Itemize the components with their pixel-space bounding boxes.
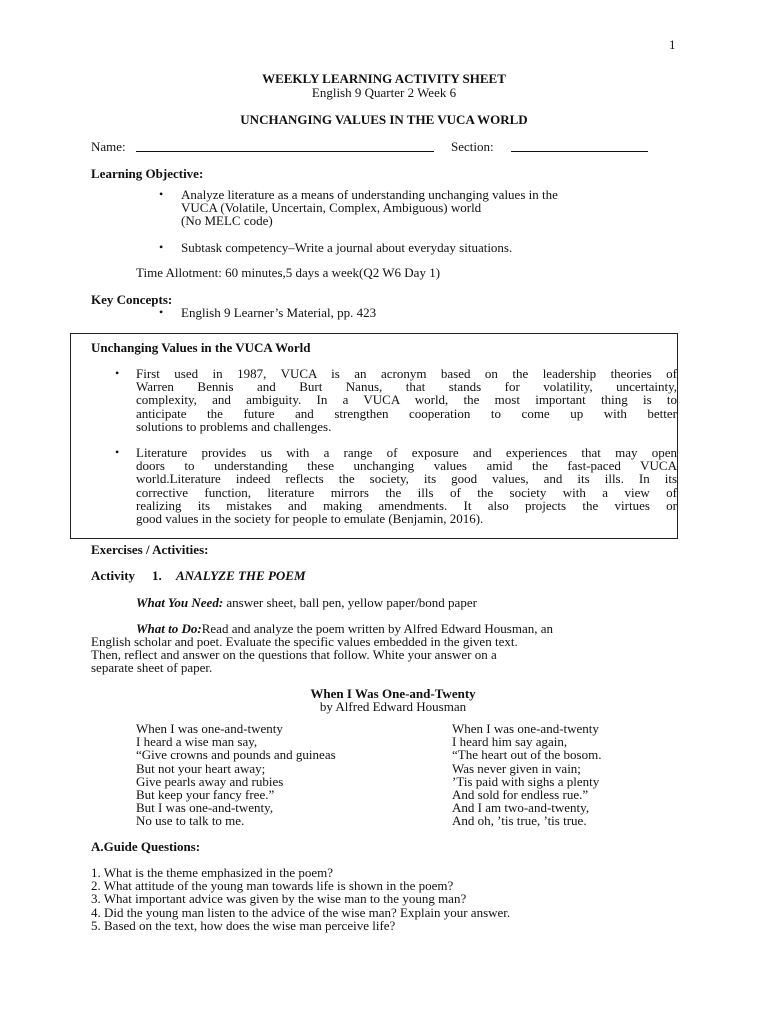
box-heading: Unchanging Values in the VUCA World (91, 340, 311, 355)
paragraph-line: First used in 1987, VUCA is an acronym based on the leadership theories of (136, 366, 677, 381)
concept-box (70, 333, 678, 539)
document-title: WEEKLY LEARNING ACTIVITY SHEET (262, 71, 506, 86)
learning-objective-heading: Learning Objective: (91, 166, 204, 181)
poem-line: “Give crowns and pounds and guineas (136, 747, 336, 763)
poem-author: by Alfred Edward Housman (319, 699, 467, 714)
poem-stanza-2 (452, 722, 601, 828)
bullet-icon: • (115, 366, 120, 380)
poem-line: I heard him say again, (452, 734, 568, 750)
poem-line: When I was one-and-twenty (452, 721, 599, 736)
poem-line: And I am two-and-twenty, (452, 800, 590, 816)
guide-question: 2. What attitude of the young man towards life is shown in the poem? (91, 878, 454, 894)
what-you-need-label: What You Need: (136, 595, 224, 610)
poem-line: Was never given in vain; (452, 760, 581, 776)
paragraph-line: doors to understanding these unchanging values amid the fast-paced VUCA (136, 458, 677, 474)
objective-line-3: (No MELC code) (181, 213, 273, 228)
what-you-need (136, 596, 477, 609)
poem-line: I heard a wise man say, (136, 734, 258, 750)
activity-label: Activity (91, 568, 136, 583)
paragraph-line: solutions to problems and challenges. (136, 418, 332, 434)
poem-line: But keep your fancy free.” (136, 787, 275, 803)
poem-title: When I Was One-and-Twenty (310, 686, 476, 701)
page-number: 1 (669, 37, 676, 52)
what-to-do-label: What to Do: (136, 621, 202, 636)
objective-line-2: VUCA (Volatile, Uncertain, Complex, Ambiguous) world (181, 200, 482, 215)
section-field[interactable] (511, 151, 648, 152)
name-label: Name: (91, 139, 126, 154)
poem-line: ’Tis paid with sighs a plenty (452, 773, 600, 789)
what-to-do-line-4: separate sheet of paper. (91, 660, 213, 675)
poem-line: Give pearls away and rubies (136, 773, 284, 789)
paragraph-line: Literature provides us with a range of exposure and experiences that may open (136, 445, 677, 460)
what-you-need-text: answer sheet, ball pen, yellow paper/bond paper (223, 595, 477, 610)
document-subtitle: English 9 Quarter 2 Week 6 (311, 85, 457, 100)
bullet-icon: • (159, 240, 164, 254)
guide-question: 3. What important advice was given by the wise man to the young man? (91, 891, 467, 907)
activity-number: 1. (152, 568, 162, 583)
guide-question: 1. What is the theme emphasized in the poem? (91, 865, 333, 880)
poem-line: And oh, ’tis true, ’tis true. (452, 813, 587, 829)
paragraph-line: complexity, and ambiguity. In a VUCA world, the most important thing is to (136, 392, 677, 408)
poem-line: “The heart out of the bosom. (452, 747, 602, 763)
poem-line: When I was one-and-twenty (136, 721, 283, 736)
what-to-do-line-2: English scholar and poet. Evaluate the specific values embedded in the given text. (91, 634, 518, 649)
paragraph-line: corrective function, literature mirrors the ills of the society with a view of (136, 484, 677, 500)
bullet-icon: • (159, 187, 164, 201)
bullet-icon: • (159, 305, 164, 319)
activity-title: ANALYZE THE POEM (176, 568, 306, 583)
what-to-do-text: Read and analyze the poem written by Alfred Edward Housman, an (201, 621, 553, 636)
paragraph-line: good values in the society for people to emulate (Benjamin, 2016). (136, 511, 484, 527)
paragraph-line-text: Warren Bennis and Burt Nanus, that stands for volatility, uncertainty, (136, 379, 677, 395)
bullet-icon: • (115, 445, 120, 459)
key-concepts-item: English 9 Learner’s Material, pp. 423 (181, 305, 377, 320)
poem-line: But not your heart away; (136, 760, 266, 776)
name-field[interactable] (136, 151, 434, 152)
paragraph-line: world.Literature indeed reflects the society, its good values, and its ills. In its (136, 471, 677, 487)
key-concepts-heading: Key Concepts: (91, 292, 173, 307)
poem-stanza-1 (136, 722, 336, 828)
guide-question: 5. Based on the text, how does the wise man perceive life? (91, 917, 396, 933)
what-to-do-line-3: Then, reflect and answer on the questions that follow. White your answer on a (91, 647, 497, 662)
objective-line-1: Analyze literature as a means of understanding unchanging values in the (181, 187, 558, 202)
topic-title: UNCHANGING VALUES IN THE VUCA WORLD (240, 112, 528, 127)
objective-subtask: Subtask competency–Write a journal about everyday situations. (181, 240, 513, 255)
poem-line: But I was one-and-twenty, (136, 800, 274, 816)
guide-question: 4. Did the young man listen to the advice of the wise man? Explain your answer. (91, 904, 511, 920)
guide-questions-list (91, 866, 510, 932)
guide-questions-heading: A.Guide Questions: (91, 839, 201, 854)
paragraph-line: realizing its mistakes and making amendments. It also projects the virtues or (136, 497, 677, 513)
paragraph-line: anticipate the future and strengthen cooperation to come up with better (136, 405, 677, 421)
box-paragraph-1 (136, 367, 677, 433)
section-label: Section: (451, 139, 494, 154)
poem-line: No use to talk to me. (136, 813, 245, 829)
time-allotment: Time Allotment: 60 minutes,5 days a week(Q2 W6 Day 1) (136, 265, 441, 280)
box-paragraph-2 (136, 446, 677, 525)
exercises-heading: Exercises / Activities: (91, 542, 209, 557)
poem-line: And sold for endless rue.” (452, 787, 589, 803)
